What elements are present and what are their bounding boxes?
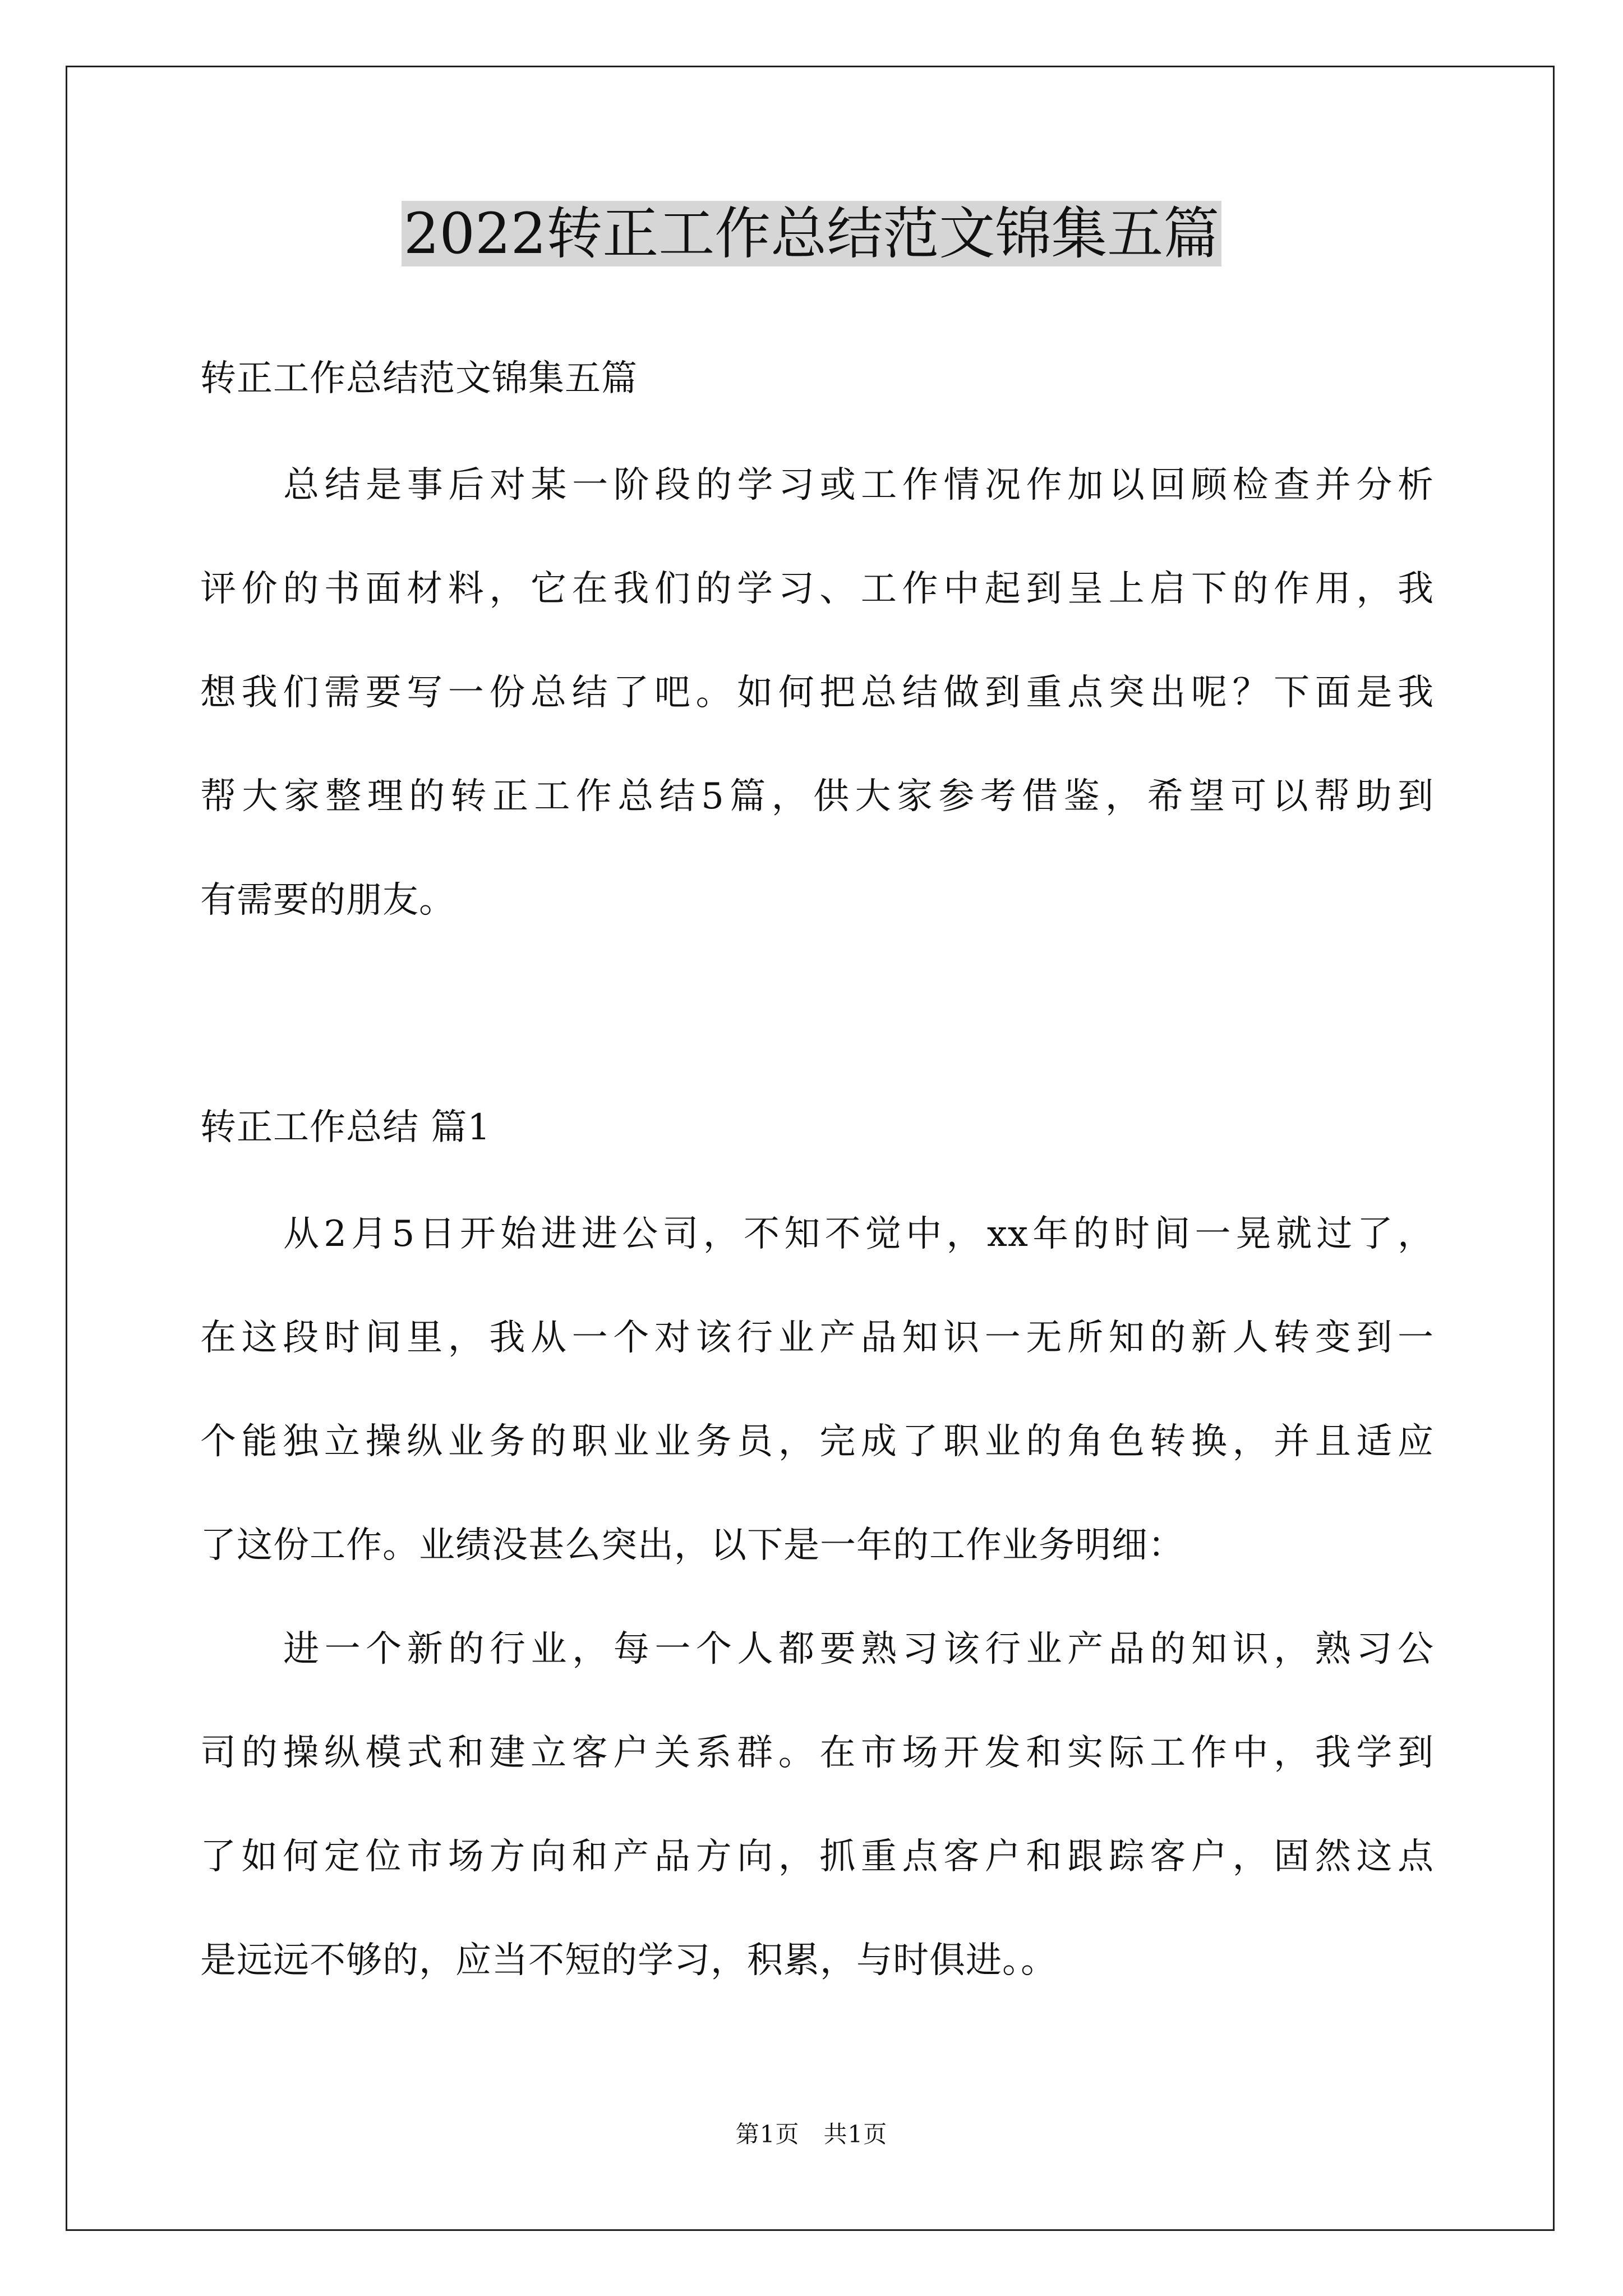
intro-line: 想我们需要写一份总结了吧。如何把总结做到重点突出呢？下面是我 bbox=[200, 672, 1434, 714]
section-line: 从2月5日开始进进公司，不知不觉中，xx年的时间一晃就过了， bbox=[283, 1213, 1434, 1255]
section-line: 了这份工作。业绩没甚么突出，以下是一年的工作业务明细： bbox=[200, 1525, 1184, 1566]
section-line: 在这段时间里，我从一个对该行业产品知识一无所知的新人转变到一 bbox=[200, 1317, 1434, 1359]
page-footer: 第1页 共1页 bbox=[735, 2120, 888, 2148]
subtitle: 转正工作总结范文锦集五篇 bbox=[200, 358, 638, 399]
document-title bbox=[0, 197, 1623, 270]
section-line: 司的操纵模式和建立客户关系群。在市场开发和实际工作中，我学到 bbox=[200, 1732, 1434, 1774]
intro-line: 评价的书面材料，它在我们的学习、工作中起到呈上启下的作用，我 bbox=[200, 568, 1434, 610]
section-heading: 转正工作总结 篇1 bbox=[200, 1107, 491, 1148]
section-line: 个能独立操纵业务的职业业务员，完成了职业的角色转换，并且适应 bbox=[200, 1421, 1434, 1462]
section-line: 了如何定位市场方向和产品方向，抓重点客户和跟踪客户，固然这点 bbox=[200, 1836, 1434, 1878]
intro-line: 有需要的朋友。 bbox=[200, 880, 455, 921]
intro-line: 帮大家整理的转正工作总结5篇，供大家参考借鉴，希望可以帮助到 bbox=[200, 776, 1434, 817]
intro-line: 总结是事后对某一阶段的学习或工作情况作加以回顾检查并分析 bbox=[283, 464, 1434, 506]
section-line: 是远远不够的，应当不短的学习，积累，与时俱进。。 bbox=[200, 1940, 1057, 1981]
section-line: 进一个新的行业，每一个人都要熟习该行业产品的知识，熟习公 bbox=[283, 1628, 1434, 1670]
document-title-text: 2022转正工作总结范文锦集五篇 bbox=[402, 201, 1222, 266]
